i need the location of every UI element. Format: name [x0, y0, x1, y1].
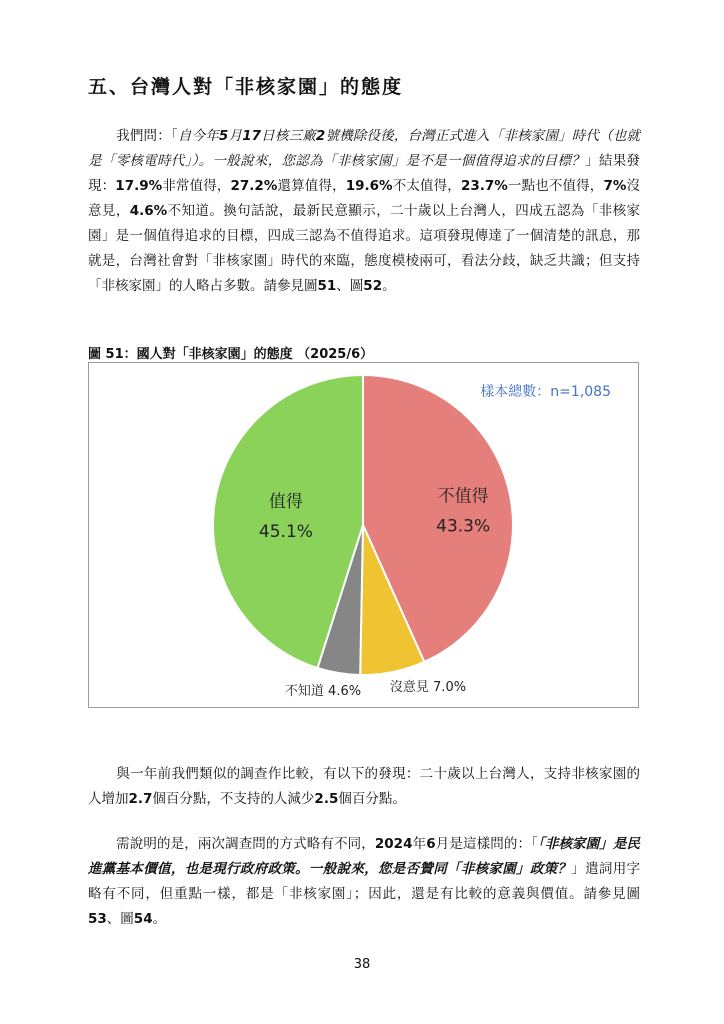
section-title: 五、台灣人對「非核家園」的態度 — [88, 76, 404, 98]
slice-label-1: 不值得 — [437, 486, 489, 507]
page-number: 38 — [353, 957, 371, 972]
slice-label-2: 沒意見 7.0% — [389, 680, 467, 695]
pie-chart-svg — [89, 363, 638, 707]
slice-label-3: 不知道 4.6% — [284, 684, 362, 699]
paragraph-note: 需說明的是，兩次調查問的方式略有不同，2024年6月是這樣問的：「「非核家園」是民進黨基本價值，也是現行政府政策。一般說來，您是否贊同「非核家園」政策？」遣詞用字略有不同，但重點一樣，都是「非核家園」；因此，還是有比較的意義與價值。請參見圖53、圖54。 — [88, 836, 641, 927]
paragraph-findings: 我們問：「自今年5月17日核三廠2號機除役後，台灣正式進入「非核家園」時代（也就是「零核電時代」）。一般說來，您認為「非核家園」是不是一個值得追求的目標？」結果發現：17.9%非常值得，27.2%還算值得，19.6%不太值得，23.7%一點也不值得，7%沒意見，4.6%不知道。換句話說，最新民意顯示，二十歲以上台灣人，四成五認為「非核家園」是一個值得追求的目標，四成三認為不值得追求。這項發現傳達了一個清楚的訊息，那就是，台灣社會對「非核家園」時代的來臨，態度模棱兩可，看法分歧，缺乏共識；但支持「非核家園」的人略占多數。請參見圖51、圖52。 — [88, 128, 641, 294]
slice-value-1: 43.3% — [436, 516, 491, 537]
paragraph-comparison: 與一年前我們類似的調查作比較，有以下的發現：二十歲以上台灣人，支持非核家園的人增加2.7個百分點，不支持的人減少2.5個百分點。 — [88, 766, 640, 807]
slice-value-4: 45.1% — [258, 522, 313, 543]
slice-label-4: 值得 — [268, 492, 303, 513]
sample-size-label: 樣本總數：n=1,085 — [480, 384, 611, 400]
figure-title: 圖 51：國人對「非核家園」的態度 （2025/6） — [88, 347, 374, 362]
pie-chart — [88, 362, 639, 708]
